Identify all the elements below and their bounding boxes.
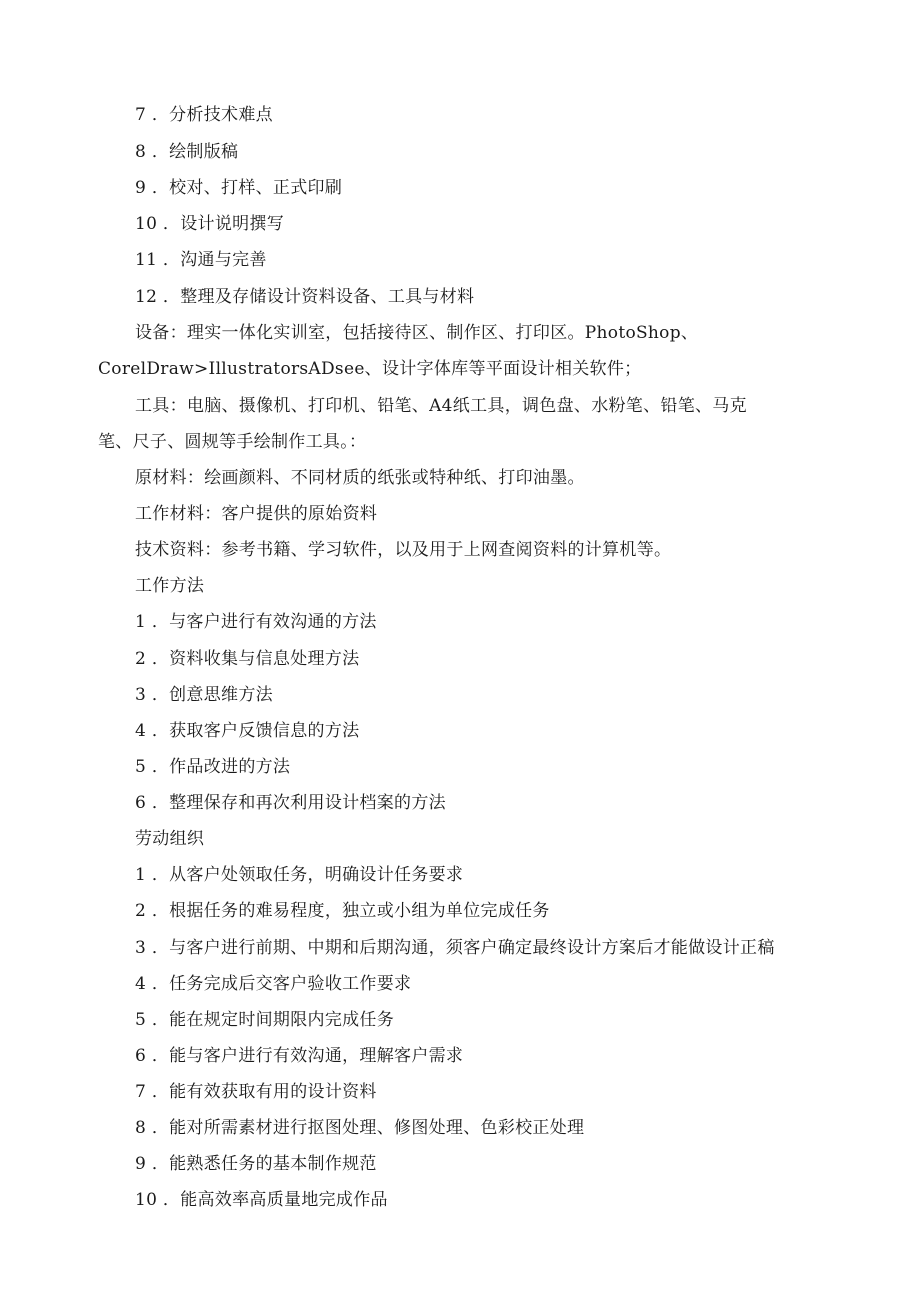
section-heading-organization: 劳动组织 xyxy=(135,829,205,849)
list-item: 4 ．任务完成后交客户验收工作要求 xyxy=(135,974,412,994)
list-item: 8 ．能对所需素材进行抠图处理、修图处理、色彩校正处理 xyxy=(135,1118,585,1138)
equipment-paragraph-line2: CorelDraw>IllustratorsADsee、设计字体库等平面设计相关软件； xyxy=(98,359,642,379)
list-item: 5 ．能在规定时间期限内完成任务 xyxy=(135,1010,395,1030)
list-item: 5 ．作品改进的方法 xyxy=(135,757,291,777)
list-item: 1 ．从客户处领取任务，明确设计任务要求 xyxy=(135,865,464,885)
list-item: 7 ．分析技术难点 xyxy=(135,105,273,125)
list-item: 9 ．校对、打样、正式印刷 xyxy=(135,178,343,198)
list-item: 10 ．能高效率高质量地完成作品 xyxy=(135,1190,388,1210)
list-item: 3 ．与客户进行前期、中期和后期沟通，须客户确定最终设计方案后才能做设计正稿 xyxy=(135,938,775,958)
list-item: 2 ．资料收集与信息处理方法 xyxy=(135,649,360,669)
tools-paragraph-line1: 工具：电脑、摄像机、打印机、铅笔、A4纸工具，调色盘、水粉笔、铅笔、马克 xyxy=(135,396,747,416)
list-item: 9 ．能熟悉任务的基本制作规范 xyxy=(135,1154,377,1174)
raw-materials-paragraph: 原材料：绘画颜料、不同材质的纸张或特种纸、打印油墨。 xyxy=(135,468,585,488)
list-item: 12 ．整理及存储设计资料设备、工具与材料 xyxy=(135,287,475,307)
list-item: 2 ．根据任务的难易程度，独立或小组为单位完成任务 xyxy=(135,901,550,921)
tools-paragraph-line2: 笔、尺子、圆规等手绘制作工具。： xyxy=(98,432,367,452)
list-item: 6 ．整理保存和再次利用设计档案的方法 xyxy=(135,793,446,813)
list-item: 10 ．设计说明撰写 xyxy=(135,214,285,234)
equipment-paragraph-line1: 设备：理实一体化实训室，包括接待区、制作区、打印区。PhotoShop、 xyxy=(135,323,699,343)
list-item: 4 ．获取客户反馈信息的方法 xyxy=(135,721,360,741)
list-item: 1 ．与客户进行有效沟通的方法 xyxy=(135,612,377,632)
list-item: 7 ．能有效获取有用的设计资料 xyxy=(135,1082,377,1102)
tech-materials-paragraph: 技术资料：参考书籍、学习软件，以及用于上网查阅资料的计算机等。 xyxy=(135,540,672,560)
list-item: 11 ．沟通与完善 xyxy=(135,250,267,270)
list-item: 6 ．能与客户进行有效沟通，理解客户需求 xyxy=(135,1046,464,1066)
list-item: 8 ．绘制版稿 xyxy=(135,142,239,162)
work-materials-paragraph: 工作材料：客户提供的原始资料 xyxy=(135,504,378,524)
list-item: 3 ．创意思维方法 xyxy=(135,685,273,705)
section-heading-methods: 工作方法 xyxy=(135,576,205,596)
